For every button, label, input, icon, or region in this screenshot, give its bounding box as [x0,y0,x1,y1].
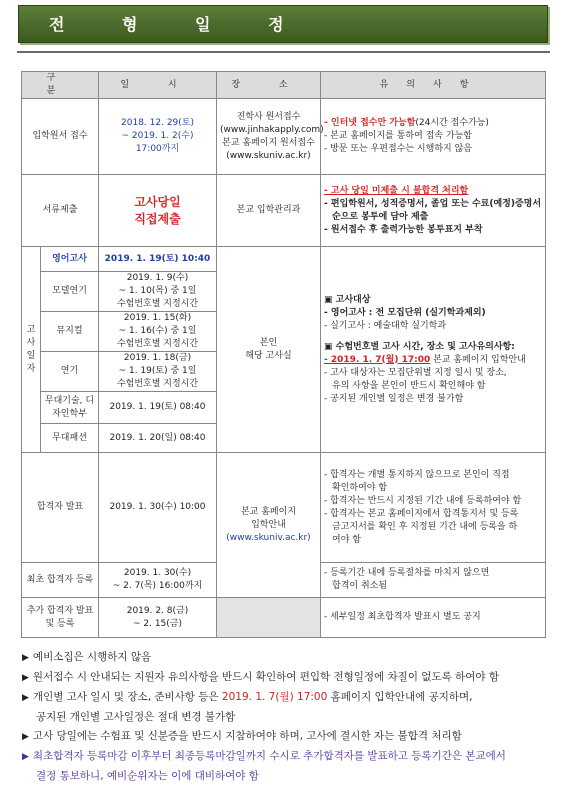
notes-cell: - 세부일정 최초합격자 발표시 별도 공지 [321,598,546,638]
date-cell [99,272,217,312]
website-link[interactable]: (www.skuniv.ac.kr) [226,532,311,543]
footnote-text: 원서접수 시 안내되는 지원자 유의사항을 반드시 확인하여 편입학 전형일정에 차질이 없도록 하여야 함 [32,671,499,683]
date-cell: 2019. 1. 30(수) 10:00 [99,453,217,563]
header-notes: 유의사항 [321,72,546,99]
place-line: 본인 [259,337,278,348]
label-char: 사 [26,337,36,348]
note-line: 여야 함 [332,534,361,545]
note-line: ▣ 수험번호별 고사 시간, 장소 및 고사유의사항: [324,341,515,352]
footnote-text: 고사 당일에는 수험표 및 신분증을 반드시 지참하여야 하며, 고사에 결시한 자는 불합격 처리함 [32,730,462,742]
note-line: - 합격자는 개별 통지하지 않으므로 본인이 직접 [324,469,510,480]
note-line: - 방문 또는 우편접수는 시행하지 않음 [324,144,472,154]
date-line: 수험번호별 지정시간 [116,299,199,309]
note-line: 합격이 취소됨 [332,581,388,591]
date-cell: 2019. 1. 20(일) 08:40 [99,424,217,453]
footnote [22,668,562,688]
row-label: 최초 합격자 등록 [22,563,99,598]
date-cell [99,563,217,598]
date-line: 2019. 1. 18(금) [123,353,192,363]
triangle-bullet-icon: ▶ [22,653,29,663]
table-row [22,453,546,563]
note-line: - 고사 대상자는 모집단위별 지정 일시 및 장소, [324,367,507,378]
table-header-row [22,72,546,99]
date-line: ~ 2019. 1. 2(수) [121,131,194,141]
website-link[interactable]: (www.skuniv.ac.kr) [226,150,311,161]
exam-section-label [22,247,41,453]
triangle-bullet-icon: ▶ [22,693,29,703]
header-category: 구 분 [22,72,99,99]
notes-cell [321,247,546,453]
divider [17,51,550,53]
note-line: - 고사 당일 미제출 시 불합격 처리함 [324,185,469,196]
date-line: 17:00까지 [135,144,180,154]
place-line: 진학사 원서접수 [236,111,301,122]
place-cell: 본교 입학관리과 [217,175,321,247]
notes-cell [321,99,546,175]
header-date: 일 시 [99,72,217,99]
exam-name: 무대기술, 디자인학부 [41,392,99,424]
footnote-text: 개인별 고사 일시 및 장소, 준비사항 등은 [32,691,219,703]
note-line: - 합격자는 본교 홈페이지에서 합격통지서 및 등록 [324,508,519,519]
date-cell [99,352,217,392]
note-line: - 영어고사 : 전 모집단위 (실기학과제외) [324,307,486,318]
label-char: 일 [26,350,36,361]
label-char: 자 [26,363,36,374]
notes-cell [321,175,546,247]
note-line: - 원서접수 후 출력가능한 봉투표지 부착 [324,224,483,235]
row-label [22,598,99,638]
place-line: 본교 홈페이지 [240,506,297,517]
note-line: - 등록기간 내에 등록절차를 마치지 않으면 [324,568,490,578]
note-line: (24시간 접수가능) [415,118,489,128]
date-cell: 2019. 1. 19(토) 10:40 [99,247,217,272]
date-line: 직접제출 [134,211,181,226]
note-line: - 공지된 개인별 일정은 변경 불가함 [324,393,464,404]
note-line: - 2019. 1. 7(월) 17:00 [324,354,431,365]
title-bar [18,5,548,43]
table-row [22,99,546,175]
footnote-text: 최초합격자 등록마감 이후부터 최종등록마감일까지 수시로 추가합격자를 발표하고 등록기간은 본교에서 [32,750,506,762]
triangle-bullet-icon: ▶ [22,732,29,742]
label-line: 및 등록 [45,618,75,629]
date-line: 2019. 1. 15(화) [123,313,192,323]
row-label: 합격자 발표 [22,453,99,563]
footnote-text: 공지된 개인별 고사일정은 절대 변경 불가함 [36,711,236,723]
exam-name: 뮤지컬 [41,312,99,352]
note-line: 확인하여야 함 [332,482,388,493]
table-row [22,175,546,247]
date-line: 2019. 1. 30(수) [123,568,192,578]
footnote-text: 예비소집은 시행하지 않음 [32,651,152,663]
note-line: - 실기고사 : 예술대학 실기학과 [324,320,447,331]
empty-place-cell [217,598,321,638]
place-cell [217,453,321,598]
footnotes [22,648,562,786]
date-line: ~ 2. 7(목) 16:00까지 [112,581,203,591]
place-cell [217,99,324,175]
notes-cell [321,563,546,598]
header-place: 장 소 [217,72,321,99]
date-line: 수험번호별 지정시간 [116,339,199,349]
date-line: 2018. 12. 29(토) [121,118,194,128]
website-link[interactable]: (www.jinhakapply.com) [220,124,324,135]
footnote-text: 결정 통보하니, 예비순위자는 이에 대비하여야 함 [36,770,259,782]
place-cell [217,247,321,453]
note-line: 유의 사항을 본인이 반드시 확인해야 함 [332,380,486,391]
exam-name: 무대패션 [41,424,99,453]
date-line: 수험번호별 지정시간 [116,379,199,389]
exam-name: 연기 [41,352,99,392]
table-row [22,598,546,638]
note-line: - 합격자는 반드시 지정된 기간 내에 등록하여야 함 [324,495,522,506]
footnote [22,648,562,668]
footnote [22,688,562,708]
date-cell [99,175,217,247]
schedule-table [21,71,546,638]
place-line: 입학안내 [251,519,286,530]
note-line: - 편입학원서, 성적증명서, 졸업 또는 수료(예정)증명서 [324,198,542,209]
date-line: ~ 2. 15(금) [132,618,183,629]
exam-name: 영어고사 [41,247,99,272]
page-title: 전 형 일 정 [49,15,310,34]
table-row [22,247,546,272]
date-line: 고사당일 [134,194,181,209]
note-line: 본교 홈페이지 입학안내 [433,354,526,365]
footnote [22,708,562,727]
date-line: 2019. 2. 8(금) [126,605,189,616]
date-cell [99,99,217,175]
exam-name: 모델연기 [41,272,99,312]
note-line: 순으로 봉투에 담아 제출 [332,211,429,222]
note-line: ▣ 고사대상 [324,294,371,305]
date-line: 2019. 1. 9(수) [126,273,189,283]
triangle-bullet-icon: ▶ [22,673,29,683]
date-cell [99,312,217,352]
date-cell: 2019. 1. 19(토) 08:40 [99,392,217,424]
date-line: ~ 1. 10(목) 중 1일 [118,286,197,296]
footnote-date: 2019. 1. 7(월) 17:00 [221,691,328,703]
row-label: 서류제출 [22,175,99,247]
date-line: ~ 1. 16(수) 중 1일 [118,326,197,336]
triangle-bullet-icon: ▶ [22,752,29,762]
footnote [22,767,562,786]
notes-cell [321,453,546,563]
date-cell [99,598,217,638]
place-line: 해당 고사실 [245,350,292,361]
note-line: - 본교 홈페이지를 통하여 접속 가능함 [324,131,472,141]
note-line: - 인터넷 접수만 가능함 [324,118,416,128]
footnote [22,727,562,747]
row-label: 입학원서 접수 [22,99,99,175]
label-line: 추가 합격자 발표 [26,605,94,616]
footnote-text: 홈페이지 입학안내에 공지하며, [330,691,473,703]
date-line: ~ 1. 19(토) 중 1일 [118,366,197,376]
place-line: 본교 홈페이지 원서접수 [222,137,315,148]
note-line: 금고지서를 확인 후 지정된 기간 내에 등록을 하 [332,521,518,532]
footnote [22,747,562,767]
label-char: 고 [26,324,36,335]
